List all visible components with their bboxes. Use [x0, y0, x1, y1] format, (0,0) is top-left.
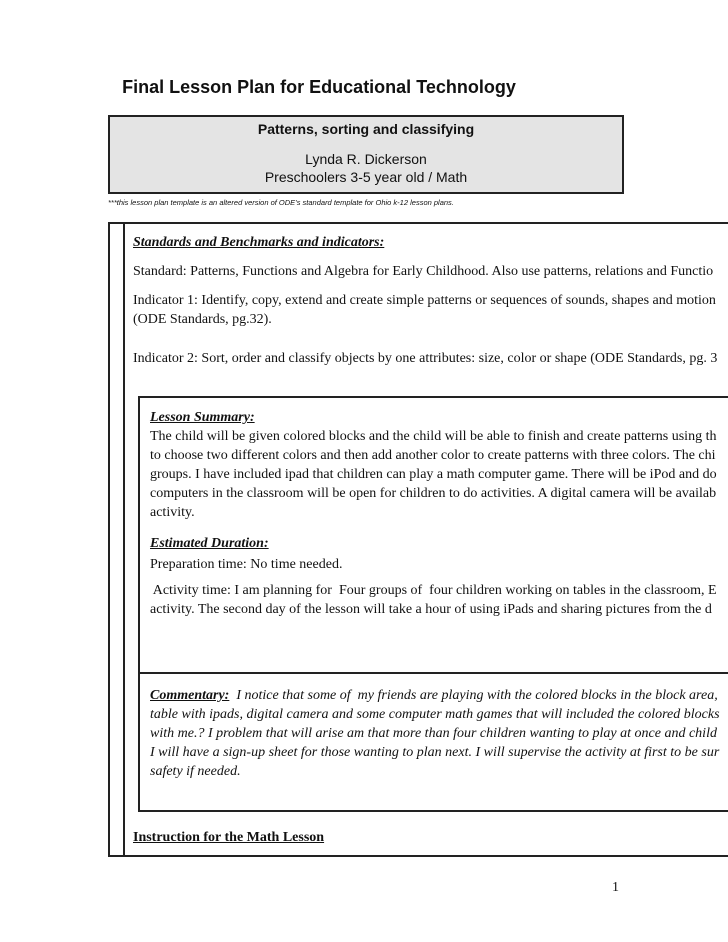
frame-inner-border [123, 222, 125, 857]
template-footnote: ***this lesson plan template is an altered version of ODE’s standard template for Ohio k-12 lesson plans. [108, 198, 454, 207]
summary-line: activity. [150, 505, 195, 520]
commentary-line-1 [150, 686, 718, 705]
lesson-topic: Patterns, sorting and classifying [257, 121, 475, 137]
indicator-2: Indicator 2: Sort, order and classify objects by one attributes: size, color or shape (ODE Standards, pg. 3 [133, 351, 718, 366]
page-number: 1 [612, 880, 619, 895]
activity-time-line-1: Activity time: I am planning for Four groups of four children working on tables in the classroom, E [150, 583, 717, 598]
commentary-text: I notice that some of my friends are playing with the colored blocks in the block area, [229, 688, 718, 703]
preparation-time: Preparation time: No time needed. [150, 557, 343, 572]
commentary-line: safety if needed. [150, 764, 241, 779]
summary-heading: Lesson Summary: [150, 410, 255, 425]
commentary-line: with me.? I problem that will arise am that more than four children wanting to play at once and child [150, 726, 717, 741]
indicator-1-line-1: Indicator 1: Identify, copy, extend and create simple patterns or sequences of sounds, shapes and motion [133, 293, 716, 308]
commentary-label: Commentary: [150, 688, 230, 703]
lesson-audience: Preschoolers 3-5 year old / Math [264, 169, 468, 185]
standards-heading: Standards and Benchmarks and indicators: [133, 235, 385, 250]
frame-left-border [108, 222, 110, 857]
document-title: Final Lesson Plan for Educational Technology [122, 77, 516, 97]
indicator-1-line-2: (ODE Standards, pg.32). [133, 312, 272, 327]
duration-heading: Estimated Duration: [150, 536, 269, 551]
commentary-line: I will have a sign-up sheet for those wanting to plan next. I will supervise the activity at first to be sur [150, 745, 720, 760]
summary-line: The child will be given colored blocks and the child will be able to finish and create patterns using th [150, 429, 717, 444]
activity-time-line-2: activity. The second day of the lesson will take a hour of using iPads and sharing pictures from the d [150, 602, 712, 617]
lesson-author: Lynda R. Dickerson [305, 151, 427, 167]
standard-text: Standard: Patterns, Functions and Algebra for Early Childhood. Also use patterns, relations and Functio [133, 264, 714, 279]
commentary-line: table with ipads, digital camera and some computer math games that will included the colored blocks [150, 707, 720, 722]
instruction-heading: Instruction for the Math Lesson [133, 830, 325, 845]
summary-line: to choose two different colors and then add another color to create patterns with three colors. The chi [150, 448, 716, 463]
frame-top-border [108, 222, 728, 224]
frame-bottom-border [108, 855, 728, 857]
lesson-header-box [108, 115, 624, 194]
summary-line: groups. I have included ipad that children can play a math computer game. There will be iPod and do [150, 467, 717, 482]
summary-line: computers in the classroom will be open for children to do activities. A digital camera will be availab [150, 486, 717, 501]
